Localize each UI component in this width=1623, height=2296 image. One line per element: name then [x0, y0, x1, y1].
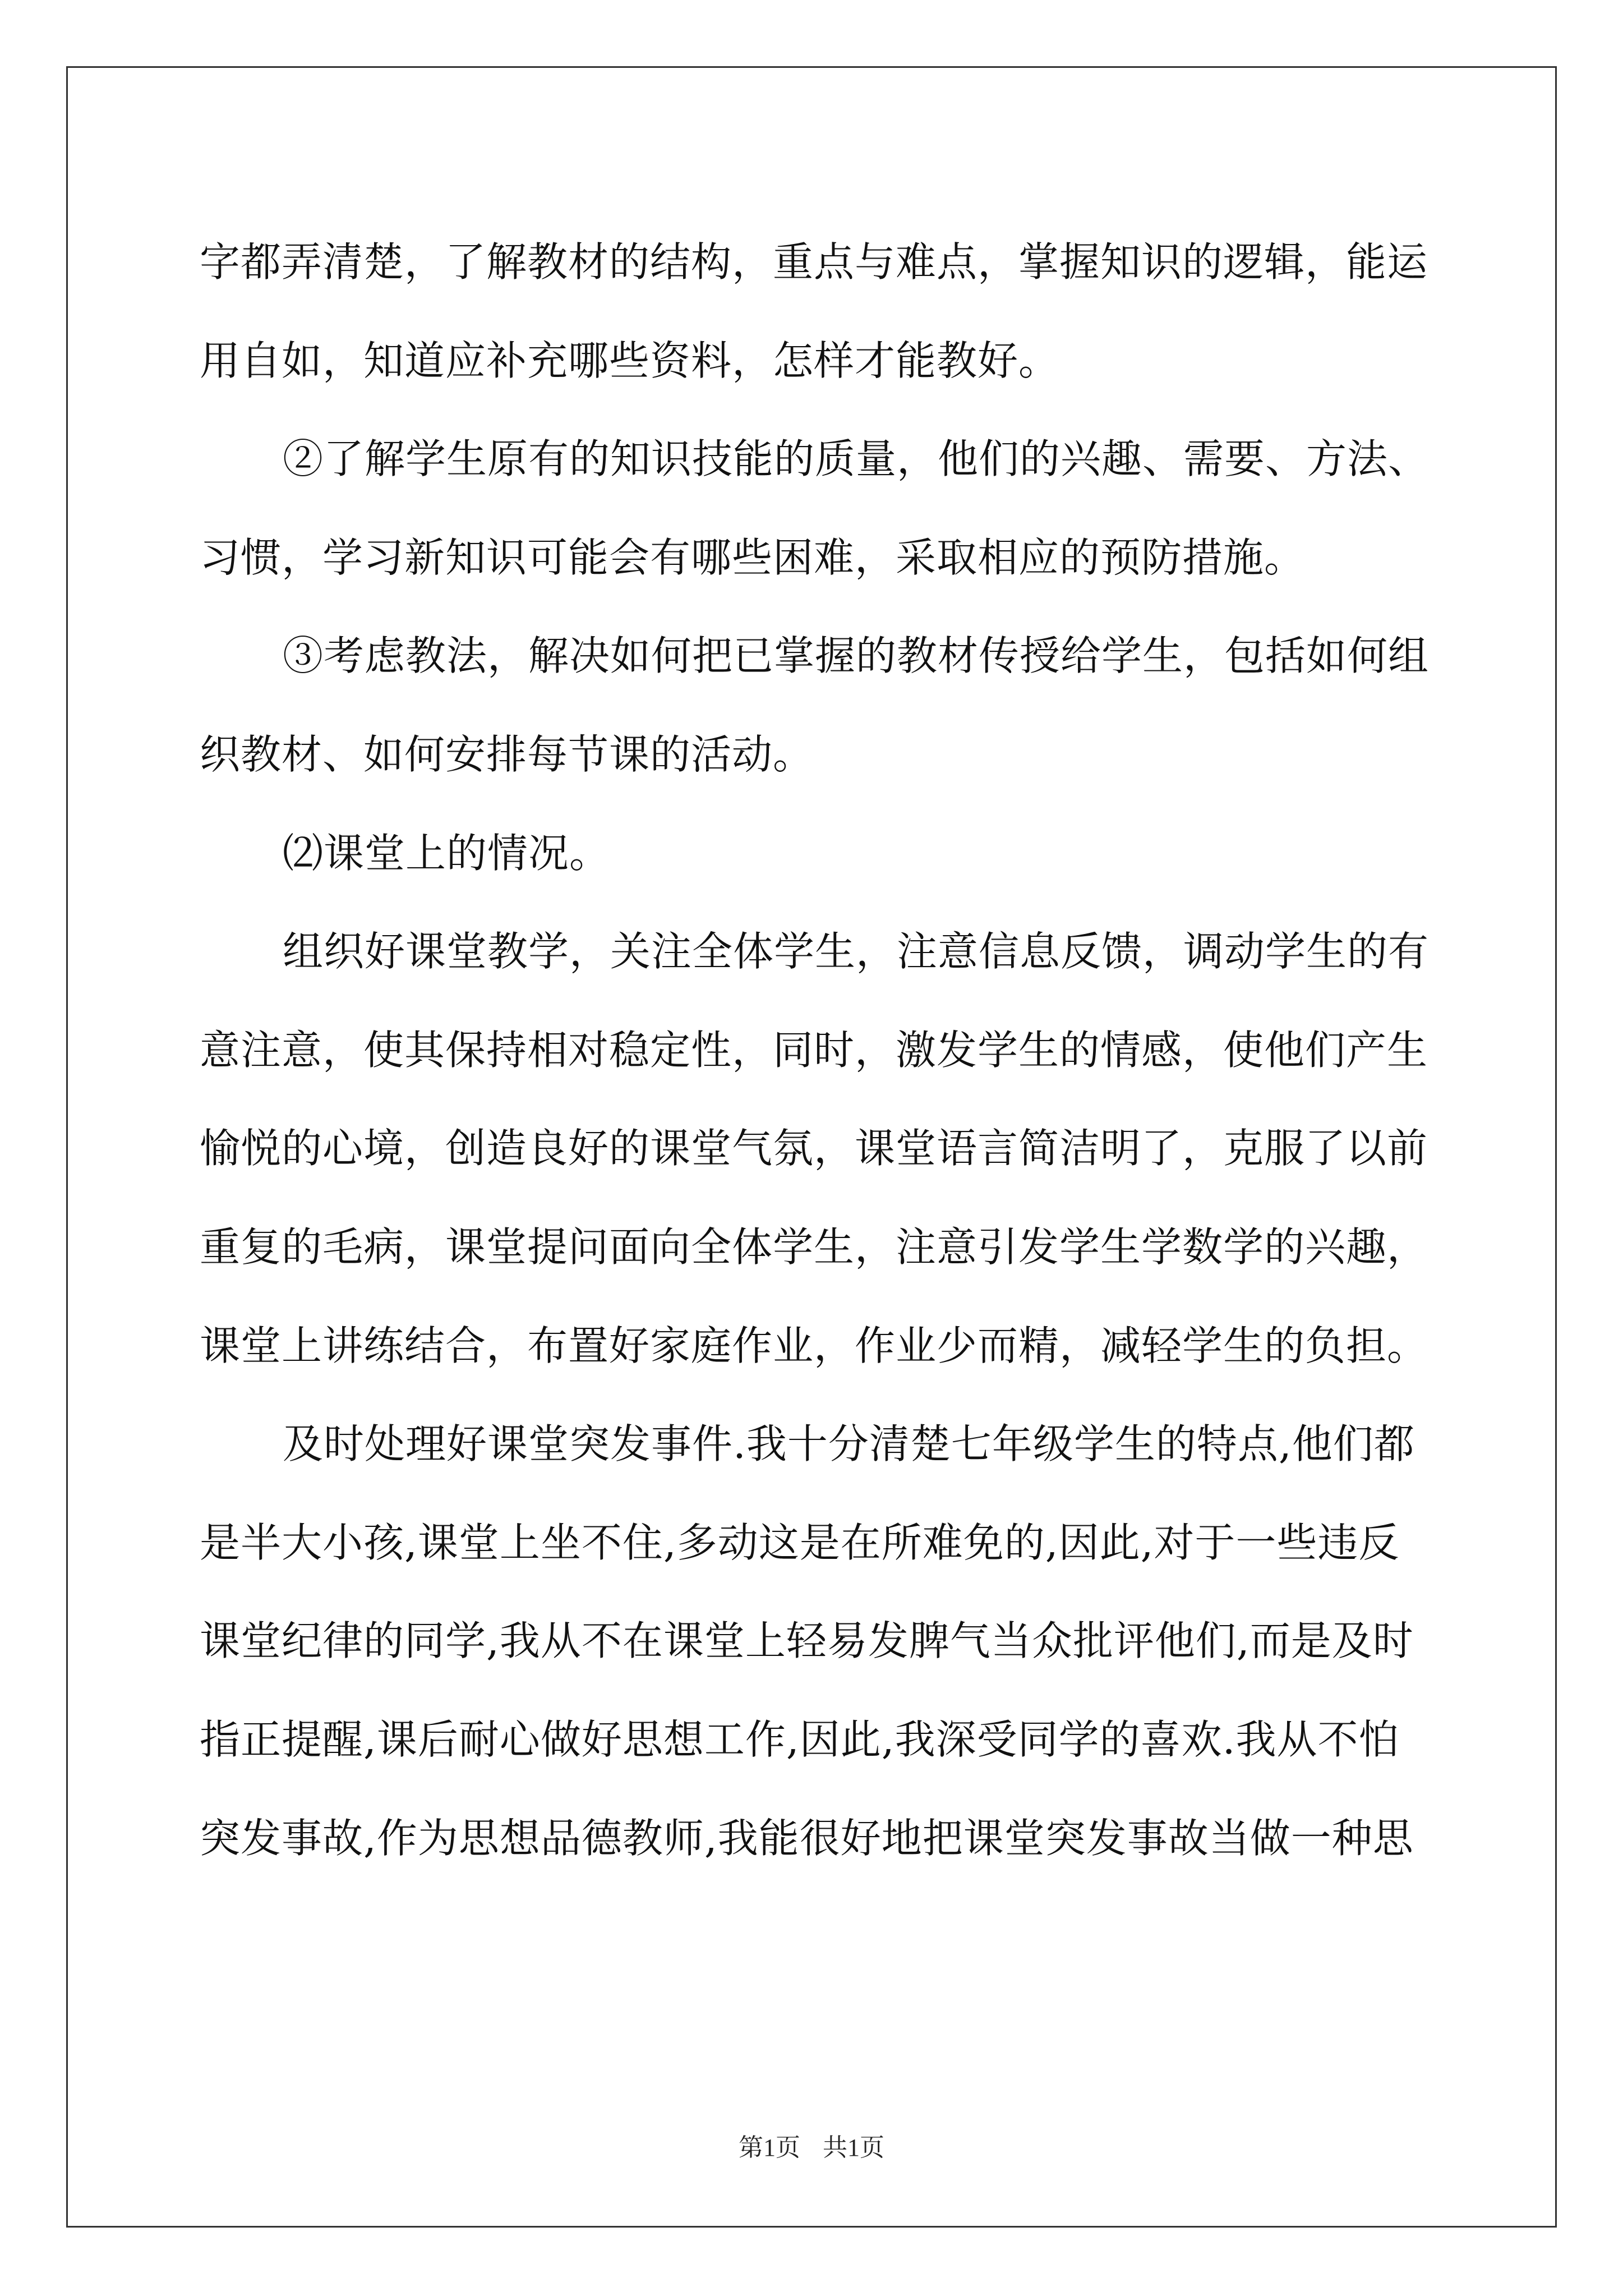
text-line-1: 字都弄清楚，了解教材的结构，重点与难点，掌握知识的逻辑，能运	[200, 238, 1428, 286]
text-line-5: ③考虑教法，解决如何把已掌握的教材传授给学生，包括如何组	[283, 632, 1430, 680]
page-number: 第1页	[739, 2134, 800, 2161]
text-line-12: 课堂上讲练结合，布置好家庭作业，作业少而精，减轻学生的负担。	[200, 1322, 1428, 1369]
text-line-9: 意注意，使其保持相对稳定性，同时，激发学生的情感，使他们产生	[200, 1026, 1428, 1074]
text-line-6: 织教材、如何安排每节课的活动。	[200, 730, 814, 778]
document-body	[200, 213, 1428, 1888]
text-line-13: 及时处理好课堂突发事件.我十分清楚七年级学生的特点,他们都	[283, 1420, 1415, 1468]
text-line-2: 用自如，知道应补充哪些资料，怎样才能教好。	[200, 337, 1060, 384]
text-line-7: ⑵课堂上的情况。	[283, 829, 611, 877]
text-line-17: 突发事故,作为思想品德教师,我能很好地把课堂突发事故当做一种思	[200, 1814, 1414, 1862]
text-line-15: 课堂纪律的同学,我从不在课堂上轻易发脾气当众批评他们,而是及时	[200, 1617, 1414, 1665]
text-line-16: 指正提醒,课后耐心做好思想工作,因此,我深受同学的喜欢.我从不怕	[200, 1715, 1400, 1763]
page-footer	[0, 2127, 1623, 2163]
text-line-14: 是半大小孩,课堂上坐不住,多动这是在所难免的,因此,对于一些违反	[200, 1519, 1400, 1566]
text-line-10: 愉悦的心境，创造良好的课堂气氛，课堂语言简洁明了，克服了以前	[200, 1125, 1428, 1172]
text-line-8: 组织好课堂教学，关注全体学生，注意信息反馈，调动学生的有	[283, 928, 1430, 976]
page-total: 共1页	[823, 2134, 884, 2161]
text-line-3: ②了解学生原有的知识技能的质量，他们的兴趣、需要、方法、	[283, 435, 1430, 483]
text-line-4: 习惯，学习新知识可能会有哪些困难，采取相应的预防措施。	[200, 533, 1306, 581]
text-line-11: 重复的毛病，课堂提问面向全体学生，注意引发学生学数学的兴趣，	[200, 1223, 1428, 1271]
